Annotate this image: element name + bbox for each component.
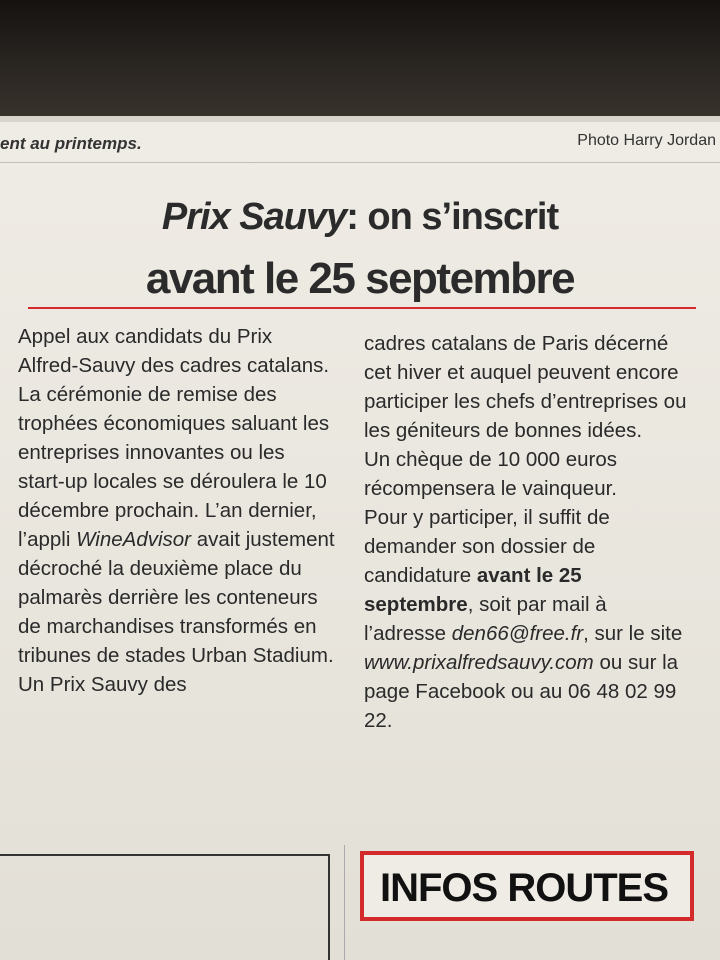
headline-red-rule xyxy=(28,307,696,309)
article-column-right xyxy=(364,329,694,735)
article-paragraph: cadres catalans de Paris décerné cet hiver et auquel peuvent encore participer les chefs d’entreprises ou les géniteurs de bonnes idées. xyxy=(364,332,687,442)
article-text: Pour y participer, il suffit de demander son dossier de candidature xyxy=(364,506,610,587)
bottom-left-frame xyxy=(0,854,330,960)
article-paragraph xyxy=(18,380,336,699)
article-participation xyxy=(364,503,694,735)
column-divider xyxy=(344,845,345,960)
deadline-text: avant le 25 septembre xyxy=(364,564,582,616)
photo-credit: Photo Harry Jordan xyxy=(577,132,716,149)
photo-caption-text: ent au printemps. xyxy=(0,134,142,153)
article-text: ou sur la page Facebook ou au 06 48 02 99 22. xyxy=(364,651,679,732)
article-intro: Appel aux candidats du Prix Alfred-Sauvy des cadres catalans. xyxy=(18,325,330,377)
headline-line-2: avant le 25 septembre xyxy=(145,254,575,303)
infos-routes-title: INFOS ROUTES xyxy=(380,866,669,910)
article-text: avait justement décroché la deuxième place du palmarès derrière les conteneurs de marchandises transformés en tribunes de stades Urban Stadium. Un Prix Sauvy des xyxy=(18,528,335,696)
email-address: den66@free.fr xyxy=(451,622,584,645)
article-column-left xyxy=(18,322,336,699)
article-text: , soit par mail à l’adresse xyxy=(364,593,607,645)
article-prize-amount: Un chèque de 10 000 euros récompensera le vainqueur. xyxy=(364,448,618,500)
article-text: La cérémonie de remise des trophées économiques saluant les entreprises innovantes ou les start-up locales se déroulera le 10 décembre prochain. L’an dernier, l’appli xyxy=(18,383,330,551)
headline-prize-name: Prix Sauvy xyxy=(161,196,347,238)
website-url: www.prixalfredsauvy.com xyxy=(364,651,594,674)
app-name: WineAdvisor xyxy=(76,528,192,551)
header-photo xyxy=(0,0,720,122)
headline-rest: : on s’inscrit xyxy=(346,196,559,238)
caption-divider xyxy=(0,162,720,163)
headline-line-1 xyxy=(0,196,720,239)
article-text: , sur le site xyxy=(583,622,683,645)
